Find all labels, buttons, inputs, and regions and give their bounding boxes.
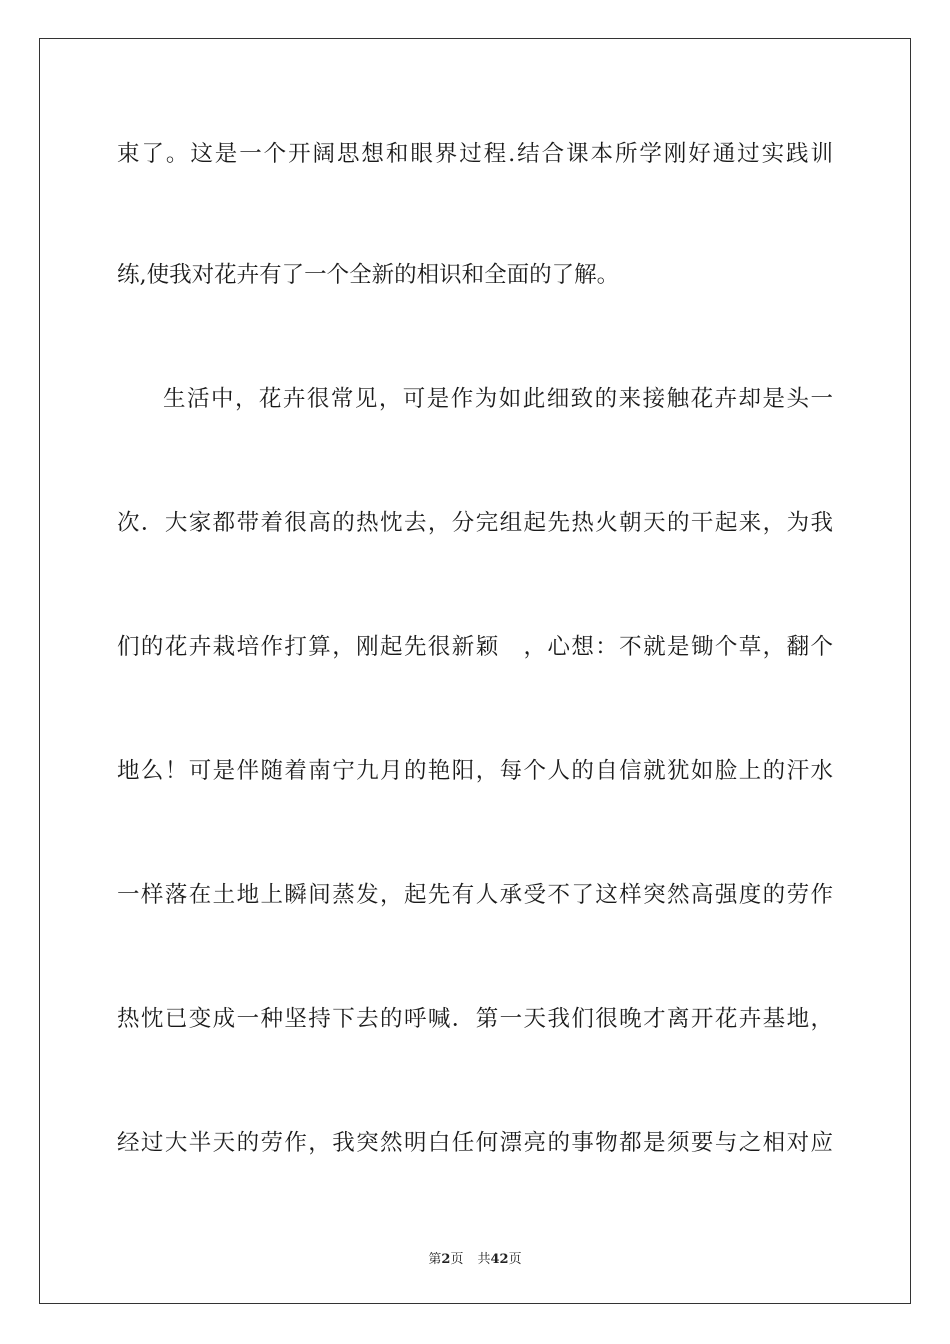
text-line-7: 一样落在土地上瞬间蒸发，起先有人承受不了这样突然高强度的劳作 — [117, 882, 833, 908]
text-line-1: 束了。这是一个开阔思想和眼界过程.结合课本所学刚好通过实践训 — [117, 141, 833, 167]
total-suffix: 页 — [508, 1252, 522, 1267]
page-current: 2 — [441, 1252, 451, 1267]
text-line-5: 们的花卉栽培作打算，刚起先很新颖 ，心想：不就是锄个草，翻个 — [117, 634, 833, 660]
text-line-6: 地么！可是伴随着南宁九月的艳阳，每个人的自信就犹如脸上的汗水 — [117, 758, 833, 784]
text-line-3: 生活中，花卉很常见，可是作为如此细致的来接触花卉却是头一 — [163, 386, 833, 412]
text-line-9: 经过大半天的劳作，我突然明白任何漂亮的事物都是须要与之相对应 — [117, 1130, 833, 1156]
text-line-8: 热忱已变成一种坚持下去的呼喊．第一天我们很晚才离开花卉基地， — [117, 1006, 833, 1032]
page-border — [39, 38, 911, 1304]
total-prefix: 共 — [477, 1252, 491, 1267]
page-footer — [0, 1248, 950, 1267]
page-suffix: 页 — [450, 1252, 464, 1267]
text-line-4: 次．大家都带着很高的热忱去，分完组起先热火朝天的干起来，为我 — [117, 510, 833, 536]
page-total: 42 — [490, 1252, 509, 1267]
text-line-2: 练,使我对花卉有了一个全新的相识和全面的了解。 — [117, 262, 620, 288]
page-prefix: 第 — [428, 1252, 442, 1267]
